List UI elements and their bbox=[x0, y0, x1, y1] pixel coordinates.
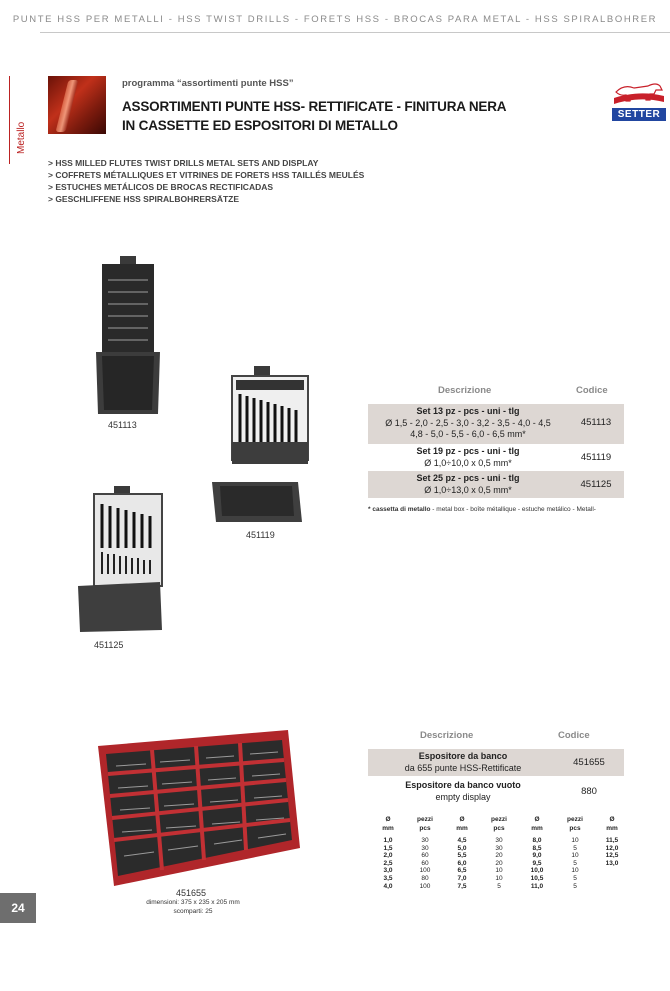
size-value: 20 bbox=[495, 852, 503, 860]
hd-mm: mm bbox=[606, 825, 618, 832]
table1-row-451125 bbox=[368, 471, 624, 498]
hd-diam: Ø bbox=[385, 816, 391, 823]
row5-code: 880 bbox=[581, 786, 597, 797]
size-value: 2,5 bbox=[383, 859, 393, 867]
hd-pcs: pcs bbox=[569, 825, 581, 832]
size-value: 60 bbox=[421, 859, 429, 867]
size-value: 60 bbox=[421, 852, 429, 860]
table2-header-desc: Descrizione bbox=[420, 730, 474, 741]
table1-row-451113 bbox=[368, 404, 624, 444]
hd-diam: Ø bbox=[534, 816, 540, 823]
subtitle-es: > ESTUCHES METÁLICOS DE BROCAS RECTIFICADAS bbox=[48, 182, 274, 192]
col-p1-values bbox=[407, 837, 443, 890]
subtitle-en: > HSS MILLED FLUTES TWIST DRILLS METAL SETS AND DISPLAY bbox=[48, 158, 319, 168]
hd-pezzi: pezzi bbox=[567, 816, 583, 823]
title-line-1: ASSORTIMENTI PUNTE HSS- RETTIFICATE - FINITURA NERA bbox=[122, 99, 507, 114]
size-value: 11,0 bbox=[530, 882, 544, 890]
caption-451655: 451655 bbox=[176, 888, 207, 898]
size-value: 20 bbox=[495, 859, 503, 867]
title-line-2: IN CASSETTE ED ESPOSITORI DI METALLO bbox=[122, 118, 398, 133]
size-value: 5 bbox=[497, 882, 501, 890]
size-value: 9,0 bbox=[532, 852, 542, 860]
row1-line3: 4,8 - 5,0 - 5,5 - 6,0 - 6,5 mm* bbox=[410, 429, 526, 439]
row3-code: 451125 bbox=[580, 479, 612, 490]
size-value: 8,5 bbox=[532, 844, 542, 852]
drill-hero-image bbox=[48, 76, 106, 134]
footnote-rest: - metal box - boîte métallique - estuche metálico - Metall- bbox=[430, 506, 596, 513]
header-languages: PUNTE HSS PER METALLI - HSS TWIST DRILLS - FORETS HSS - BROCAS PARA METAL - HSS SPIRALBOHRER bbox=[12, 14, 658, 25]
hd-mm: mm bbox=[382, 825, 394, 832]
size-value: 10 bbox=[571, 852, 579, 860]
size-value: 100 bbox=[419, 882, 431, 890]
size-value: 30 bbox=[495, 844, 503, 852]
row1-line2: Ø 1,5 - 2,0 - 2,5 - 3,0 - 3,2 - 3,5 - 4,0 - 4,5 bbox=[385, 417, 551, 428]
size-value: 10 bbox=[571, 867, 579, 875]
row3-title: Set 25 pz - pcs - uni - tlg bbox=[416, 473, 520, 483]
col-p2-values bbox=[481, 837, 517, 890]
table1-footnote bbox=[368, 506, 596, 513]
hd-diam: Ø bbox=[459, 816, 465, 823]
size-col-p3 bbox=[557, 815, 593, 890]
size-value: 4,5 bbox=[457, 837, 467, 844]
caption-451113: 451113 bbox=[108, 420, 137, 430]
hd-diam: Ø bbox=[609, 816, 615, 823]
size-value: 2,0 bbox=[383, 852, 393, 860]
size-col-p1 bbox=[407, 815, 443, 890]
hd-pcs: pcs bbox=[419, 825, 431, 832]
caption-451125: 451125 bbox=[94, 640, 124, 650]
row1-title: Set 13 pz - pcs - uni - tlg bbox=[416, 406, 520, 416]
col-d2-values bbox=[444, 837, 480, 890]
size-value: 10 bbox=[571, 837, 579, 844]
caption-451119: 451119 bbox=[246, 530, 275, 540]
size-value: 7,0 bbox=[457, 874, 467, 882]
col-p3-values bbox=[557, 837, 593, 890]
page-title bbox=[122, 97, 506, 135]
size-value: 6,0 bbox=[457, 859, 467, 867]
size-value: 3,5 bbox=[383, 874, 393, 882]
size-value: 10,5 bbox=[530, 874, 544, 882]
size-value: 11,5 bbox=[605, 837, 619, 844]
brand-name: SETTER bbox=[612, 108, 666, 121]
row4-line2: da 655 punte HSS-Rettificate bbox=[404, 762, 522, 773]
display-dimensions bbox=[118, 898, 268, 916]
row2-title: Set 19 pz - pcs - uni - tlg bbox=[416, 446, 520, 456]
size-value: 5 bbox=[573, 859, 577, 867]
size-value: 12,5 bbox=[605, 852, 619, 860]
row5-title: Espositore da banco vuoto bbox=[405, 780, 521, 790]
size-value: 5 bbox=[573, 882, 577, 890]
page-number: 24 bbox=[0, 893, 36, 923]
size-value: 1,5 bbox=[383, 844, 393, 852]
size-value: 5,5 bbox=[457, 852, 467, 860]
size-col-d2 bbox=[444, 815, 480, 890]
size-value: 5,0 bbox=[457, 844, 467, 852]
row5-line2: empty display bbox=[435, 791, 491, 802]
size-value: 5 bbox=[573, 874, 577, 882]
size-value: 100 bbox=[419, 867, 431, 875]
size-value: 8,0 bbox=[532, 837, 542, 844]
hd-pcs: pcs bbox=[493, 825, 505, 832]
subtitle-fr: > COFFRETS MÉTALLIQUES ET VITRINES DE FORETS HSS TAILLÉS MEULÉS bbox=[48, 170, 365, 180]
table2-header-code: Codice bbox=[558, 730, 590, 741]
size-value: 3,0 bbox=[383, 867, 393, 875]
size-value: 10 bbox=[495, 867, 503, 875]
programma-label: programma “assortimenti punte HSS” bbox=[122, 78, 294, 89]
drill-case-451125-image bbox=[76, 486, 166, 634]
size-value: 1,0 bbox=[383, 837, 393, 844]
row4-title: Espositore da banco bbox=[418, 751, 508, 761]
row2-code: 451119 bbox=[580, 452, 612, 463]
header-divider bbox=[40, 32, 670, 33]
size-value: 7,5 bbox=[457, 882, 467, 890]
setter-logo bbox=[610, 78, 668, 124]
row2-line2: Ø 1,0÷10,0 x 0,5 mm* bbox=[424, 457, 512, 468]
hd-mm: mm bbox=[531, 825, 543, 832]
row4-code: 451655 bbox=[573, 757, 605, 768]
subtitle-list bbox=[48, 157, 364, 205]
display-comp-text: scomparti: 25 bbox=[173, 908, 213, 915]
size-col-d3 bbox=[519, 815, 555, 890]
hd-mm: mm bbox=[456, 825, 468, 832]
col-d4-values bbox=[594, 837, 630, 867]
subtitle-de: > GESCHLIFFENE HSS SPIRALBOHRERSÄTZE bbox=[48, 194, 240, 204]
side-tab bbox=[9, 76, 37, 164]
size-value: 12,0 bbox=[605, 844, 619, 852]
footnote-bold: * cassetta di metallo bbox=[368, 506, 431, 513]
size-value: 30 bbox=[421, 837, 429, 844]
display-dim-text: dimensioni: 375 x 235 x 205 mm bbox=[146, 899, 240, 906]
table1-header-code: Codice bbox=[576, 385, 608, 396]
size-value: 4,0 bbox=[383, 882, 393, 890]
table2-row-451655 bbox=[368, 749, 624, 776]
dog-logo-icon bbox=[614, 78, 664, 104]
size-value: 10 bbox=[495, 874, 503, 882]
size-value: 80 bbox=[421, 874, 429, 882]
row1-code: 451113 bbox=[580, 417, 612, 428]
col-d1-values bbox=[370, 837, 406, 890]
size-value: 30 bbox=[421, 844, 429, 852]
side-tab-label: Metallo bbox=[16, 121, 27, 154]
drill-case-451119-image bbox=[212, 366, 310, 524]
size-value: 5 bbox=[573, 844, 577, 852]
size-value: 6,5 bbox=[457, 867, 467, 875]
size-value: 9,5 bbox=[532, 859, 542, 867]
size-value: 30 bbox=[495, 837, 503, 844]
size-col-d1 bbox=[370, 815, 406, 890]
size-value: 13,0 bbox=[605, 859, 619, 867]
drill-display-451655-image bbox=[92, 728, 302, 888]
table1-header-desc: Descrizione bbox=[438, 385, 492, 396]
table1-row-451119 bbox=[368, 444, 624, 471]
col-d3-values bbox=[519, 837, 555, 890]
size-col-d4 bbox=[594, 815, 630, 867]
size-value: 10,0 bbox=[530, 867, 544, 875]
row3-line2: Ø 1,0÷13,0 x 0,5 mm* bbox=[424, 484, 512, 495]
drill-case-451113-image bbox=[92, 256, 164, 418]
hd-pezzi: pezzi bbox=[491, 816, 507, 823]
table2-row-880 bbox=[368, 778, 624, 805]
hd-pezzi: pezzi bbox=[417, 816, 433, 823]
size-col-p2 bbox=[481, 815, 517, 890]
